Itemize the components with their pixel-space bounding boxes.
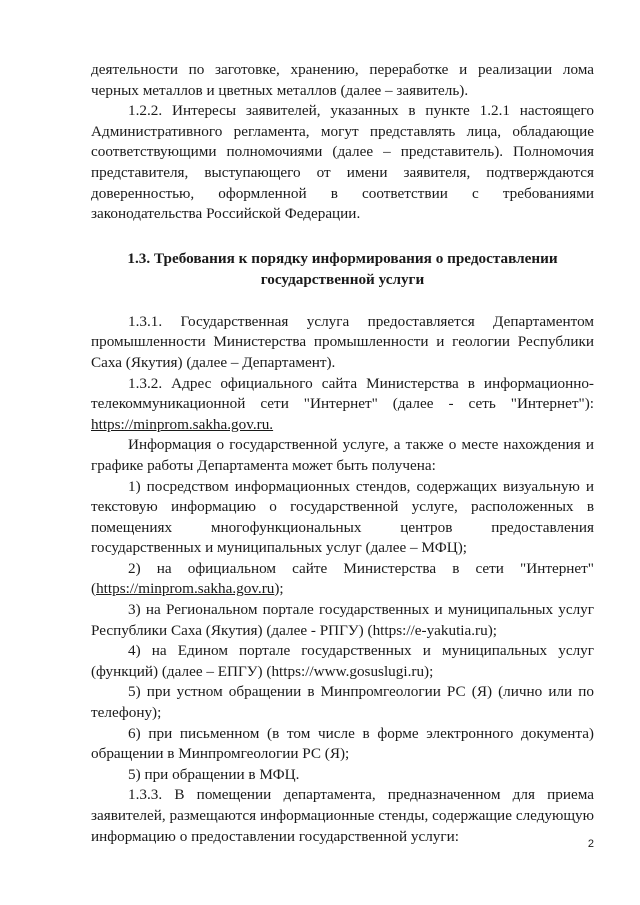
list-item-1: 1) посредством информационных стендов, содержащих визуальную и текстовую информацию о государственной услуге, расположенных в помещениях многофункциональных центров предоставления государственных и муниципальных услуг (далее – МФЦ); — [91, 477, 594, 557]
paragraph-1-2-2: 1.2.2. Интересы заявителей, указанных в пункте 1.2.1 настоящего Административного регламента, могут представлять лица, обладающие соответствующими полномочиями (далее – представитель). Полномочия представителя, выступающего от имени заявителя, подтверждаются доверенностью, оформленной в соответствии с требованиями законодательства Российской Федерации. — [91, 102, 594, 223]
page-number: 2 — [587, 838, 594, 850]
ministry-site-link-2[interactable]: https://minprom.sakha.gov.ru — [96, 580, 275, 598]
list-item-4: 4) на Едином портале государственных и муниципальных услуг (функций) (далее – ЕПГУ) (https://www.gosuslugi.ru); — [91, 642, 594, 680]
list-item-5: 5) при устном обращении в Минпромгеологии РС (Я) (лично или по телефону); — [91, 683, 594, 722]
section-heading-line-1: 1.3. Требования к порядку информирования о предоставлении — [127, 249, 558, 267]
list-item-7: 5) при обращении в МФЦ. — [128, 765, 300, 783]
list-item-3: 3) на Региональном портале государственных и муниципальных услуг Республики Саха (Якутия) (далее - РПГУ) (https://e-yakutia.ru); — [91, 601, 594, 639]
list-item-2-tail: ); — [274, 580, 284, 598]
list-item-6: 6) при письменном (в том числе в форме электронного документа) обращении в Минпромгеологии РС (Я); — [91, 724, 594, 763]
section-heading-1-3 — [91, 248, 594, 290]
paragraph-1-3-1: 1.3.1. Государственная услуга предоставляется Департаментом промышленности Министерства промышленности и геологии Республики Саха (Якутия) (далее – Департамент). — [91, 312, 594, 371]
paragraph-applicant-definition: деятельности по заготовке, хранению, переработке и реализации лома черных металлов и цветных металлов (далее – заявитель). — [91, 61, 594, 99]
section-heading-line-2: государственной услуги — [260, 270, 425, 288]
paragraph-1-3-2-text: 1.3.2. Адрес официального сайта Министерства в информационно-телекоммуникационной сети "Интернет" (далее - сеть "Интернет"): — [91, 374, 594, 413]
list-item-2 — [91, 559, 594, 600]
paragraph-1-3-3: 1.3.3. В помещении департамента, предназначенном для приема заявителей, размещаются информационные стенды, содержащие следующую информацию о предоставлении государственной услуги: — [91, 786, 594, 845]
paragraph-info-sources: Информация о государственной услуге, а также о месте нахождения и графике работы Департамента может быть получена: — [91, 436, 594, 474]
paragraph-1-3-2 — [91, 374, 594, 436]
ministry-site-link[interactable]: https://minprom.sakha.gov.ru. — [91, 415, 274, 433]
list-item-2-text: 2) на официальном сайте Министерства в сети "Интернет" ( — [91, 559, 594, 598]
